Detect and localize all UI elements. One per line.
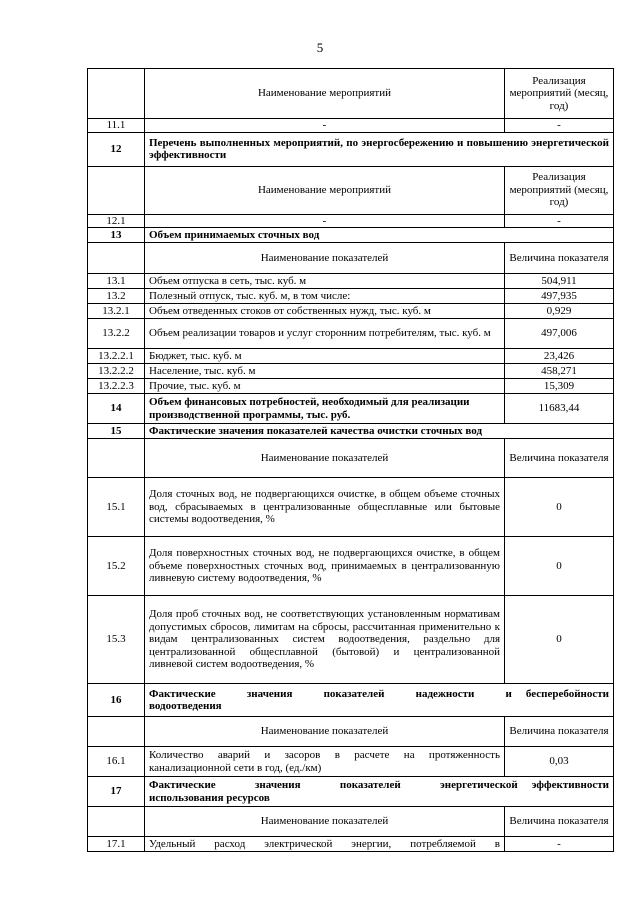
header-value: Величина показателя	[505, 717, 614, 747]
section-title: Фактические значения показателей энергетической эффективности использования ресурсов	[145, 777, 614, 807]
section-title: Перечень выполненных мероприятий, по энергосбережению и повышению энергетической эффективности	[145, 132, 614, 166]
header-indicators: Наименование показателей	[145, 807, 505, 837]
header-value: Величина показателя	[505, 243, 614, 274]
table-row: 13.2.2.1 Бюджет, тыс. куб. м 23,426	[88, 349, 614, 364]
header-indicators: Наименование показателей	[145, 439, 505, 478]
header-indicators: Наименование показателей	[145, 717, 505, 747]
table-row: 13.1 Объем отпуска в сеть, тыс. куб. м 504,911	[88, 274, 614, 289]
section-row: 17 Фактические значения показателей энергетической эффективности использования ресурсов	[88, 777, 614, 807]
page-number: 5	[316, 40, 324, 55]
table-row: 16.1 Количество аварий и засоров в расчете на протяженность канализационной сети в год, (ед./км) 0,03	[88, 747, 614, 777]
table-row: 13.2.2 Объем реализации товаров и услуг сторонним потребителям, тыс. куб. м 497,006	[88, 319, 614, 349]
table-row: 15.1 Доля сточных вод, не подвергающихся очистке, в общем объеме сточных вод, сбрасываемых в централизованные общесплавные или бытовые системы водоотведения, % 0	[88, 478, 614, 537]
header-value: Величина показателя	[505, 807, 614, 837]
table-row: 15.3 Доля проб сточных вод, не соответствующих установленным нормативам допустимых сбросов, лимитам на сбросы, рассчитанная применительно к видам централизованных систем водоотведения, раздельно для централизованной общесплавной (бытовой) и централизованной ливневой систем водоотведения, % 0	[88, 596, 614, 684]
table-row: 13.2 Полезный отпуск, тыс. куб. м, в том числе: 497,935	[88, 289, 614, 304]
header-realization: Реализация мероприятий (месяц, год)	[505, 166, 614, 214]
table-row: 17.1 Удельный расход электрической энергии, потребляемой в -	[88, 837, 614, 852]
table-row: 13.2.2.3 Прочие, тыс. куб. м 15,309	[88, 379, 614, 394]
table-row: 13.2.1 Объем отведенных стоков от собственных нужд, тыс. куб. м 0,929	[88, 304, 614, 319]
production-program-table	[87, 68, 614, 852]
section-row: 13 Объем принимаемых сточных вод	[88, 228, 614, 243]
header-realization: Реализация мероприятий (месяц, год)	[505, 69, 614, 119]
header-value: Величина показателя	[505, 439, 614, 478]
table-row: 11.1 - -	[88, 119, 614, 133]
table-row: 12.1 - -	[88, 214, 614, 228]
table-row: 15.2 Доля поверхностных сточных вод, не подвергающихся очистке, в общем объеме поверхностных сточных вод, принимаемых в централизованную ливневую систему водоотведения, % 0	[88, 537, 614, 596]
section-title: Объем принимаемых сточных вод	[145, 228, 614, 243]
header-measures: Наименование мероприятий	[145, 166, 505, 214]
header-indicators: Наименование показателей	[145, 243, 505, 274]
section-row: 15 Фактические значения показателей качества очистки сточных вод	[88, 424, 614, 439]
section-title: Объем финансовых потребностей, необходимый для реализации производственной программы, тыс. руб.	[145, 394, 505, 424]
header-measures: Наименование мероприятий	[145, 69, 505, 119]
section-row: 16 Фактические значения показателей надежности и бесперебойности водоотведения	[88, 684, 614, 717]
section-title: Фактические значения показателей надежности и бесперебойности водоотведения	[145, 684, 614, 717]
section-row: 12 Перечень выполненных мероприятий, по энергосбережению и повышению энергетической эффективности	[88, 132, 614, 166]
section-row: 14 Объем финансовых потребностей, необходимый для реализации производственной программы, тыс. руб. 11683,44	[88, 394, 614, 424]
table-row: 13.2.2.2 Население, тыс. куб. м 458,271	[88, 364, 614, 379]
section-title: Фактические значения показателей качества очистки сточных вод	[145, 424, 614, 439]
